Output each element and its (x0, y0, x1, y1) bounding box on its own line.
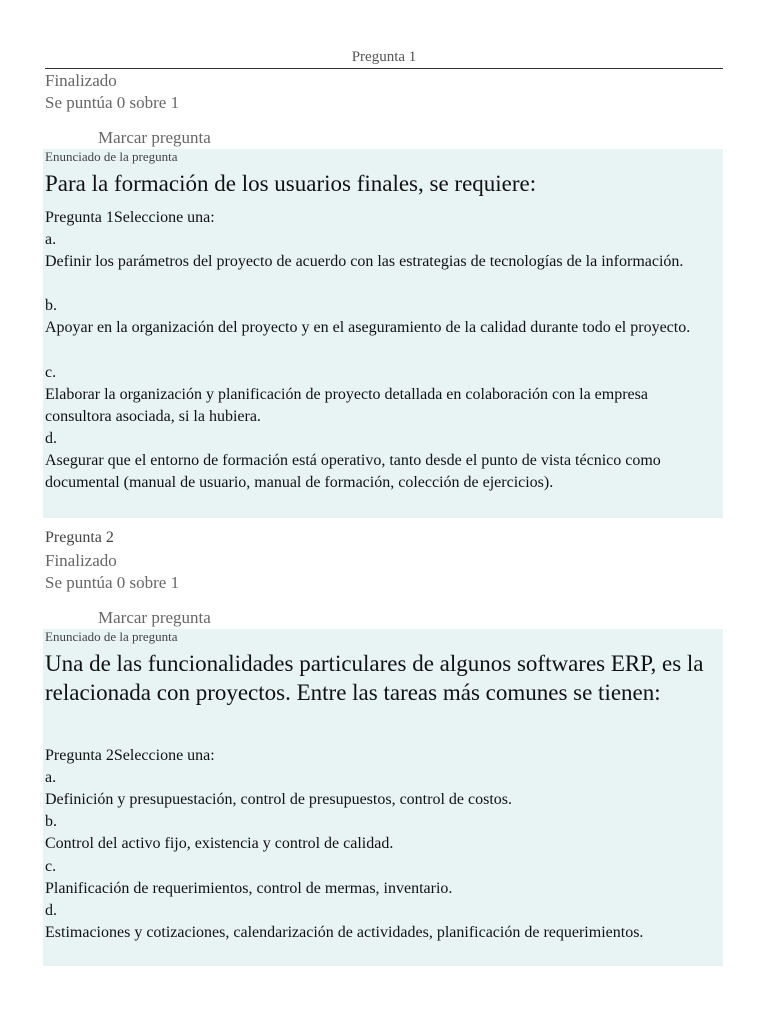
option-letter: b. (45, 297, 57, 314)
question-1-option-d[interactable] (45, 428, 717, 494)
option-text: Estimaciones y cotizaciones, calendarización de actividades, planificación de requerimientos. (45, 924, 644, 941)
question-2-flag-link[interactable]: Marcar pregunta (98, 608, 211, 627)
question-2-grade: Se puntúa 0 sobre 1 (45, 573, 180, 592)
question-1-heading: Pregunta 1 (45, 47, 723, 69)
question-2-content (43, 629, 723, 966)
option-letter: d. (45, 430, 57, 447)
question-2-state: Finalizado (45, 551, 117, 570)
question-2-option-b[interactable] (45, 811, 717, 855)
question-1-select-prompt: Pregunta 1Seleccione una: (45, 209, 215, 226)
option-letter: d. (45, 902, 57, 919)
question-2-option-d[interactable] (45, 900, 717, 944)
question-1-flag-link[interactable]: Marcar pregunta (98, 128, 211, 147)
question-1-grade: Se puntúa 0 sobre 1 (45, 93, 180, 112)
option-text: Control del activo fijo, existencia y control de calidad. (45, 835, 394, 852)
option-letter: c. (45, 364, 57, 381)
question-1-option-b[interactable] (45, 295, 717, 339)
option-text: Definición y presupuestación, control de presupuestos, control de costos. (45, 791, 512, 808)
question-1-state: Finalizado (45, 71, 117, 90)
question-2-option-c[interactable] (45, 856, 717, 900)
question-2-heading: Pregunta 2 (45, 529, 114, 546)
question-1-option-c[interactable] (45, 362, 717, 428)
question-1-option-a[interactable] (45, 229, 717, 273)
option-text: Definir los parámetros del proyecto de acuerdo con las estrategias de tecnologías de la información. (45, 253, 684, 270)
question-2-select-prompt: Pregunta 2Seleccione una: (45, 747, 215, 764)
question-1-statement-label: Enunciado de la pregunta (45, 149, 178, 164)
question-2-text: Una de las funcionalidades particulares de algunos softwares ERP, es la relacionada con proyectos. Entre las tareas más comunes se tienen: (45, 651, 704, 705)
option-letter: a. (45, 769, 57, 786)
question-2-statement-label: Enunciado de la pregunta (45, 629, 178, 644)
option-letter: b. (45, 813, 57, 830)
option-text: Elaborar la organización y planificación de proyecto detallada en colaboración con la empresa consultora asociada, si la hubiera. (45, 386, 648, 425)
option-letter: c. (45, 858, 57, 875)
question-2-option-a[interactable] (45, 767, 717, 811)
option-text: Planificación de requerimientos, control de mermas, inventario. (45, 880, 453, 897)
option-text: Asegurar que el entorno de formación está operativo, tanto desde el punto de vista técnico como documental (manual de usuario, manual de formación, colección de ejercicios). (45, 452, 661, 491)
question-1-content (43, 149, 723, 518)
question-1-text: Para la formación de los usuarios finales, se requiere: (45, 171, 537, 196)
option-text: Apoyar en la organización del proyecto y en el aseguramiento de la calidad durante todo el proyecto. (45, 319, 691, 336)
option-letter: a. (45, 231, 57, 248)
